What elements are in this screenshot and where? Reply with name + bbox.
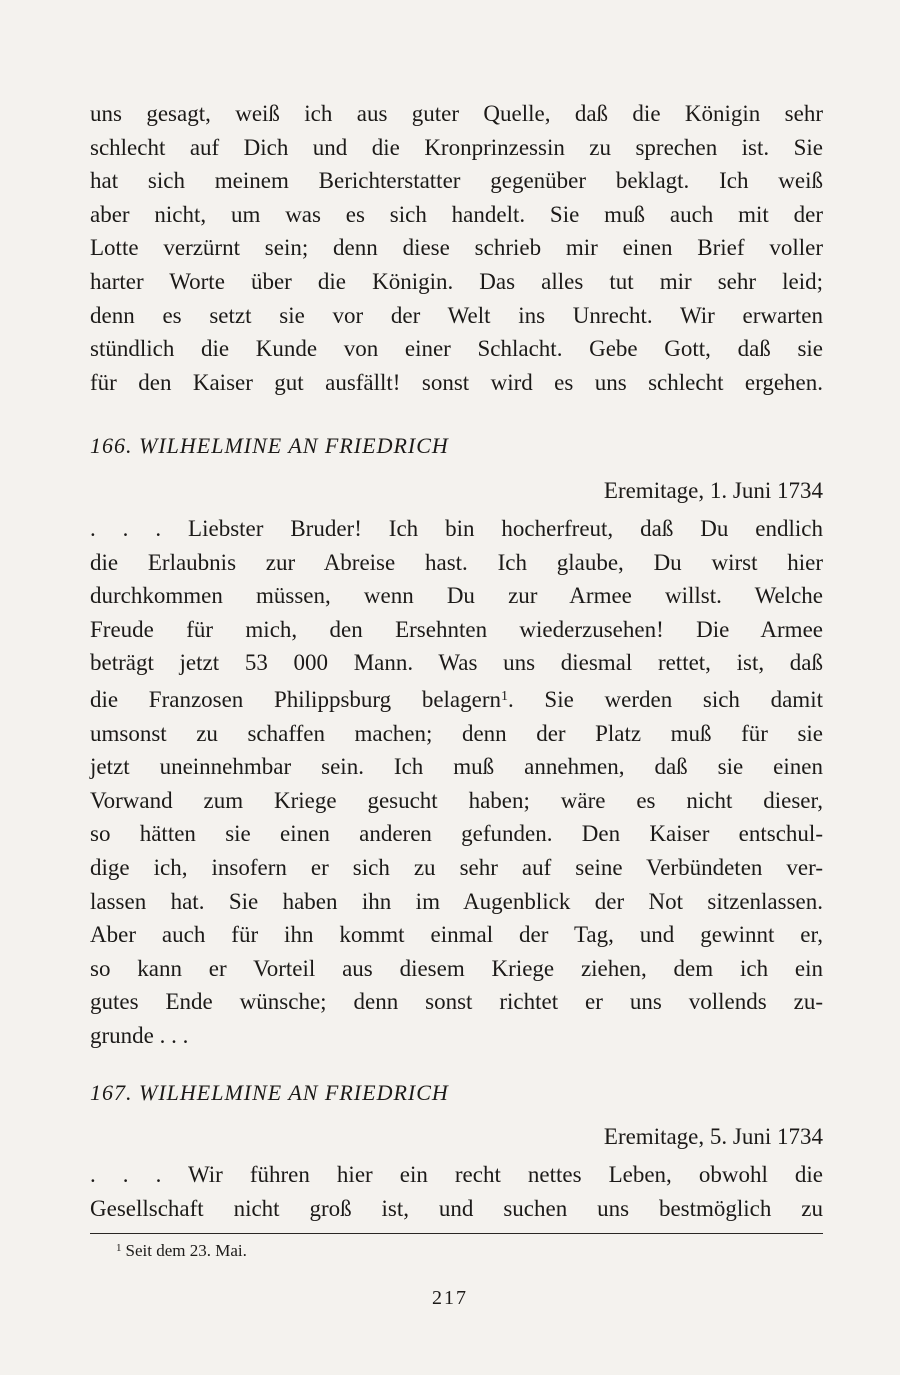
text-line: Vorwand zum Kriege gesucht haben; wäre es nicht dieser, <box>90 787 823 813</box>
text-line: uns gesagt, weiß ich aus guter Quelle, daß die Königin sehr <box>90 101 823 126</box>
text-line-with-footnote <box>90 680 823 717</box>
text-fragment: die Franzosen Philippsburg belagern <box>90 686 501 712</box>
text-line: hat sich meinem Berichterstatter gegenüber beklagt. Ich weiß <box>90 168 823 194</box>
text-line: so hätten sie einen anderen gefunden. Den Kaiser entschul- <box>90 821 823 847</box>
footnote-mark: 1 <box>501 688 508 704</box>
text-line: für den Kaiser gut ausfällt! sonst wird es uns schlecht ergehen. <box>90 369 823 395</box>
text-line: . . . Wir führen hier ein recht nettes Leben, obwohl die <box>90 1162 823 1187</box>
text-line: schlecht auf Dich und die Kronprinzessin zu sprechen ist. Sie <box>90 134 823 160</box>
text-line: beträgt jetzt 53 000 Mann. Was uns diesmal rettet, ist, daß <box>90 650 823 676</box>
text-line: Freude für mich, den Ersehnten wiederzusehen! Die Armee <box>90 616 823 642</box>
text-line: jetzt uneinnehmbar sein. Ich muß annehmen, daß sie einen <box>90 754 823 780</box>
footnote-divider <box>90 1233 823 1234</box>
text-line: harter Worte über die Königin. Das alles tut mir sehr leid; <box>90 268 823 294</box>
text-line: Aber auch für ihn kommt einmal der Tag, und gewinnt er, <box>90 922 823 948</box>
text-line: umsonst zu schaffen machen; denn der Platz muß für sie <box>90 720 823 746</box>
text-line: Lotte verzürnt sein; denn diese schrieb mir einen Brief voller <box>90 235 823 261</box>
footnote-text: Seit dem 23. Mai. <box>125 1241 247 1260</box>
footnote <box>116 1241 247 1261</box>
text-line: gutes Ende wünsche; denn sonst richtet er uns vollends zu- <box>90 989 823 1015</box>
letter-166-heading: 166. WILHELMINE AN FRIEDRICH <box>90 433 449 458</box>
opening-paragraph <box>90 97 823 399</box>
letter-167-heading: 167. WILHELMINE AN FRIEDRICH <box>90 1080 449 1105</box>
text-line: . . . Liebster Bruder! Ich bin hocherfreut, daß Du endlich <box>90 516 823 541</box>
text-line: Gesellschaft nicht groß ist, und suchen uns bestmöglich zu <box>90 1195 823 1221</box>
text-line: grunde . . . <box>90 1022 189 1048</box>
text-line: aber nicht, um was es sich handelt. Sie muß auch mit der <box>90 201 823 227</box>
text-line: die Erlaubnis zur Abreise hast. Ich glaube, Du wirst hier <box>90 549 823 575</box>
letter-167-body <box>90 1158 823 1225</box>
text-line: lassen hat. Sie haben ihn im Augenblick der Not sitzenlassen. <box>90 888 823 914</box>
text-line: denn es setzt sie vor der Welt ins Unrecht. Wir erwarten <box>90 302 823 328</box>
letter-166-dateline: Eremitage, 1. Juni 1734 <box>603 478 823 503</box>
text-fragment: . Sie werden sich damit <box>508 686 823 712</box>
page-number: 217 <box>432 1287 468 1309</box>
text-line: dige ich, insofern er sich zu sehr auf seine Verbündeten ver- <box>90 854 823 880</box>
footnote-number: 1 <box>116 1242 122 1254</box>
text-line: stündlich die Kunde von einer Schlacht. Gebe Gott, daß sie <box>90 336 823 362</box>
letter-166-body <box>90 512 823 1053</box>
text-line: durchkommen müssen, wenn Du zur Armee willst. Welche <box>90 583 823 609</box>
letter-167-dateline: Eremitage, 5. Juni 1734 <box>603 1124 823 1149</box>
text-line: so kann er Vorteil aus diesem Kriege ziehen, dem ich ein <box>90 955 823 981</box>
